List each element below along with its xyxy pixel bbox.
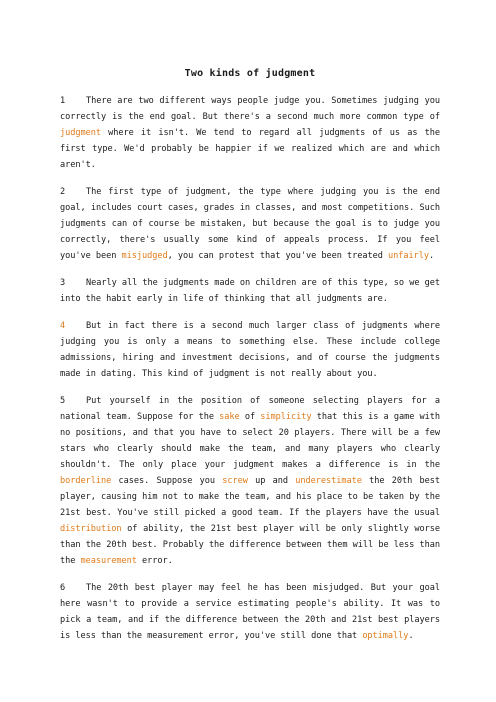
paragraph-text: Nearly all the judgments made on children are of this type, so we get into the habit early in life of thinking that all judgments are. — [60, 278, 440, 304]
paragraph-text: , you can protest that you've been treated — [167, 251, 388, 261]
paragraph — [60, 93, 440, 173]
paragraph — [60, 318, 440, 382]
highlighted-word: misjudged — [121, 251, 168, 261]
paragraph-text: . — [428, 251, 435, 261]
paragraph-text: The 20th best player may feel he has been misjudged. But your goal here wasn't to provide a service estimating people's ability. It was to pick a team, and if the difference between the 20th and 21st best players is less than the measurement error, you've still done that — [60, 583, 440, 641]
paragraph — [60, 393, 440, 569]
highlighted-word: distribution — [60, 524, 122, 534]
highlighted-word: underestimate — [295, 476, 362, 486]
paragraph-text: cases. Suppose you — [111, 476, 223, 486]
paragraph-text: where it isn't. We tend to regard all judgments of us as the first type. We'd probably be happier if we realized which are and which aren't. — [60, 128, 440, 170]
paragraph-text: of ability, the 21st best player will be only slightly worse than the 20th best. Probably the difference between them will be less than the — [60, 524, 440, 566]
paragraph-text: The first type of judgment, the type where judging you is the end goal, includes court cases, grades in classes, and most competitions. Such judgments can of course be mistaken, but because the goal is to judge you correctly, there's usually some kind of appeals process. If you feel you've been — [60, 187, 440, 261]
paragraph-text: up and — [247, 476, 296, 486]
paragraph-text: . — [408, 631, 414, 641]
highlighted-word: unfairly — [387, 251, 429, 261]
highlighted-word: optimally — [362, 631, 409, 641]
highlighted-word: simplicity — [260, 412, 312, 422]
paragraph-text: Put yourself in the position of someone selecting players for a national team. Suppose for the — [60, 396, 440, 422]
paragraph-text: But in fact there is a second much larger class of judgments where judging you is only a means to something else. These include college admissions, hiring and investment decisions, and of course the judgments made in dating. This kind of judgment is not really about you. — [60, 321, 440, 379]
paragraph-number: 1 — [60, 96, 66, 106]
highlighted-word: borderline — [60, 476, 112, 486]
paragraph-text: that this is a game with no positions, and that you have to select 20 players. There will be a few stars who clearly should make the team, and many players who clearly shouldn't. The only place your judgment makes a difference is in the — [60, 412, 440, 470]
highlighted-word: sake — [219, 412, 240, 422]
highlighted-word: judgment — [60, 128, 101, 138]
document-title: Two kinds of judgment — [184, 68, 316, 79]
paragraph-number: 2 — [60, 187, 66, 197]
paragraph-text: error. — [136, 556, 173, 566]
paragraph — [60, 184, 440, 264]
paragraph — [60, 275, 440, 307]
paragraph — [60, 580, 440, 644]
highlighted-word: measurement — [80, 556, 137, 566]
paragraph-text: There are two different ways people judge you. Sometimes judging you correctly is the end goal. But there's a second much more common type of — [60, 96, 440, 122]
paragraph-text: the 20th best player, causing him not to make the team, and his place to be taken by the 21st best. You've still picked a good team. If the players have the usual — [60, 476, 440, 518]
paragraph-number: 3 — [60, 278, 66, 288]
document-body — [60, 93, 440, 644]
highlighted-word: screw — [222, 476, 248, 486]
paragraph-number: 6 — [60, 583, 66, 593]
paragraph-number: 5 — [60, 396, 66, 406]
paragraph-text: of — [239, 412, 261, 422]
paragraph-number: 4 — [60, 321, 66, 331]
